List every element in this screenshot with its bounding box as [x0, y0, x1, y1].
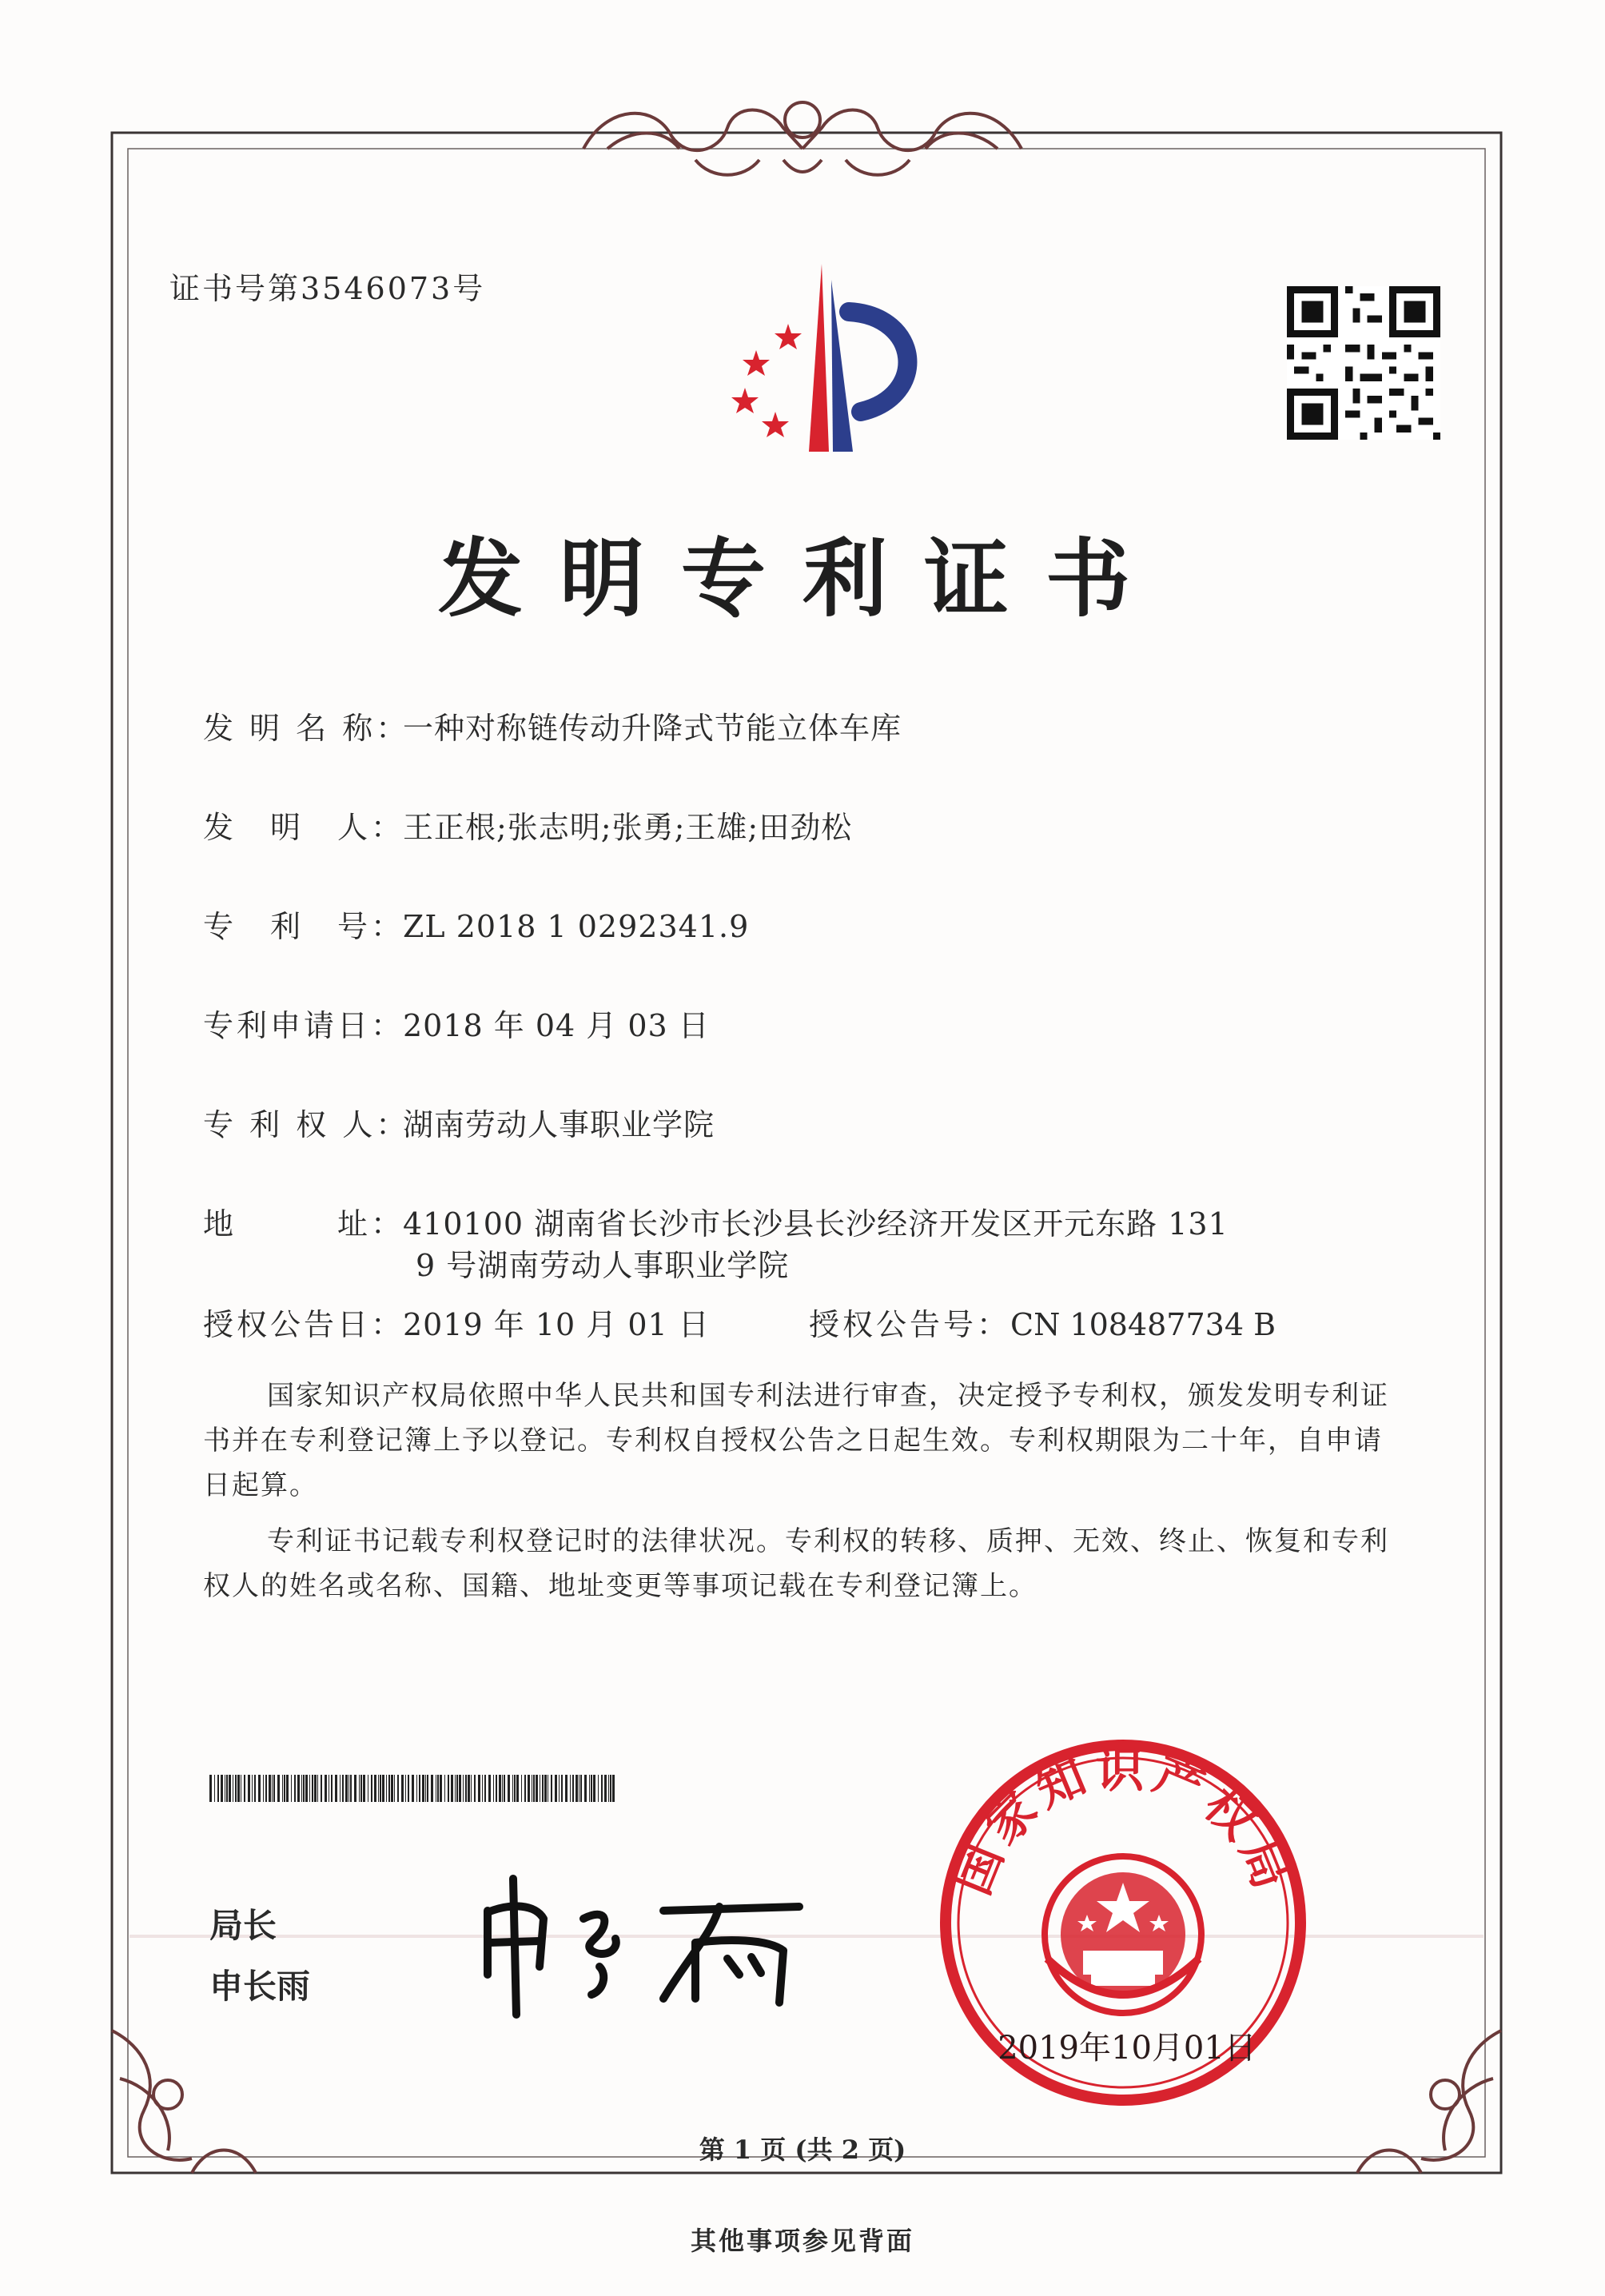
field-label: 发 明 人： — [203, 810, 405, 845]
top-ornament — [583, 102, 1022, 175]
field-invention-name — [203, 704, 902, 747]
field-label: 地 址： — [203, 1206, 405, 1242]
field-value: 2019 年 10 月 01 日 — [403, 1307, 710, 1342]
field-patent-number — [203, 902, 749, 946]
qr-code-icon — [1287, 286, 1440, 440]
field-value: 王正根;张志明;张勇;王雄;田劲松 — [403, 810, 853, 845]
field-value: 湖南劳动人事职业学院 — [403, 1107, 715, 1142]
director-signature — [464, 1863, 815, 2023]
patent-office-emblem-icon — [689, 256, 945, 464]
paragraph-grant-statement: 国家知识产权局依照中华人民共和国专利法进行审查，决定授予专利权，颁发发明专利证书并在专利登记簿上予以登记。专利权自授权公告之日起生效。专利权期限为二十年，自申请日起算。 — [203, 1380, 1389, 1501]
field-grant-date — [203, 1300, 710, 1344]
field-label: 专利申请日： — [203, 1008, 405, 1043]
national-emblem-icon — [1045, 1856, 1201, 2013]
field-patentee — [203, 1100, 715, 1144]
field-value: 一种对称链传动升降式节能立体车库 — [403, 711, 902, 746]
director-title: 局长 — [209, 1906, 277, 1945]
field-value: CN 108487734 B — [1010, 1307, 1276, 1342]
director-name: 申长雨 — [209, 1967, 311, 2006]
svg-text:国家知识产权局: 国家知识产权局 — [944, 1742, 1302, 1903]
field-label: 授权公告号： — [809, 1307, 1011, 1342]
field-label: 授权公告日： — [203, 1307, 405, 1342]
paragraph-legal-status: 专利证书记载专利权登记时的法律状况。专利权的转移、质押、无效、终止、恢复和专利权人的姓名或名称、国籍、地址变更等事项记载在专利登记簿上。 — [203, 1525, 1389, 1602]
field-address-line2: 9 号湖南劳动人事职业学院 — [416, 1248, 790, 1283]
document-title: 发明专利证书 — [438, 528, 1167, 628]
field-grant-publication-number — [809, 1300, 1276, 1344]
field-label: 专 利 权 人： — [203, 1107, 410, 1142]
barcode-icon — [209, 1775, 617, 1802]
page-number: 第 1 页 (共 2 页) — [699, 2135, 906, 2165]
field-inventors — [203, 803, 852, 847]
field-label: 专 利 号： — [203, 909, 405, 944]
field-filing-date — [203, 1001, 710, 1045]
field-label: 发 明 名 称： — [203, 711, 410, 746]
footer-note: 其他事项参见背面 — [690, 2226, 914, 2256]
field-value: 2018 年 04 月 03 日 — [403, 1008, 710, 1043]
field-address — [203, 1199, 1229, 1243]
field-value: 410100 湖南省长沙市长沙县长沙经济开发区开元东路 131 — [403, 1206, 1229, 1242]
seal-date: 2019年10月01日 — [998, 2030, 1257, 2067]
certificate-number: 证书号第3546073号 — [169, 271, 486, 306]
field-value: ZL 2018 1 0292341.9 — [403, 909, 750, 944]
